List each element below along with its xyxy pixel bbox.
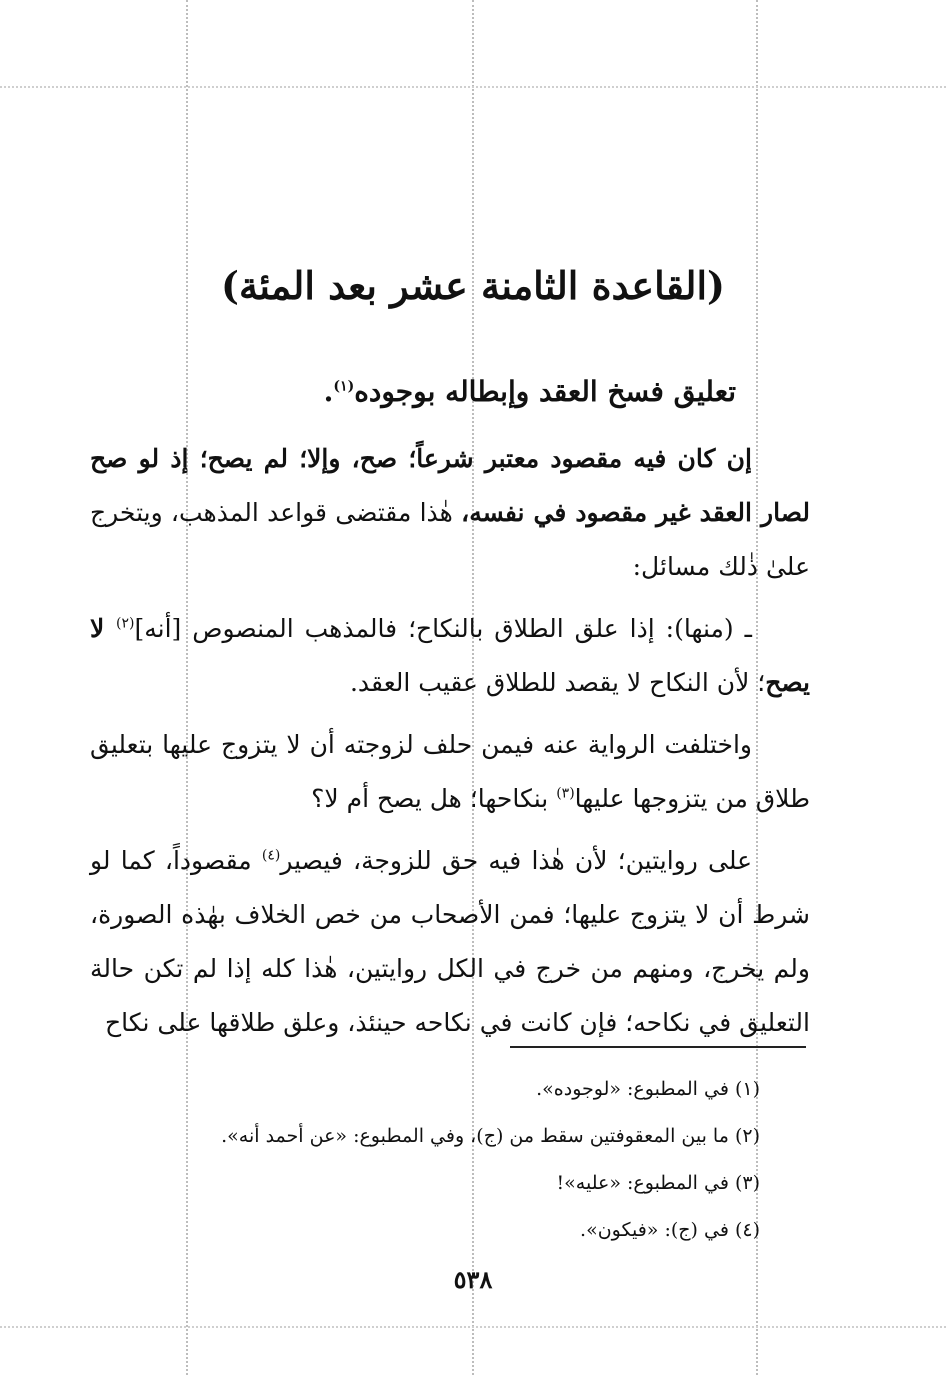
paragraph: [90, 602, 810, 710]
footnote: (٤) في (ج): «فيكون».: [580, 1219, 760, 1241]
scan-dotted-line: [0, 86, 946, 88]
paragraph-text: هٰذا مقتضى قواعد المذهب، ويتخرج علىٰ ذٰلك مسائل:: [90, 498, 810, 581]
paragraph-text: بنكاحها؛ هل يصح أم لا؟: [311, 784, 557, 813]
chapter-title: (القاعدة الثامنة عشر بعد المئة): [220, 263, 726, 308]
scan-dotted-line: [0, 1326, 946, 1328]
bold-text: لا يصح: [90, 614, 810, 697]
footnote: (١) في المطبوع: «لوجوده».: [536, 1078, 760, 1100]
subtitle-text: تعليق فسخ العقد وإبطاله بوجوده: [354, 375, 736, 408]
footnote-ref: (١): [333, 378, 355, 395]
footnote-ref: (٤): [261, 847, 281, 864]
footnote: (٢) ما بين المعقوفتين سقط من (ج)، وفي المطبوع: «عن أحمد أنه».: [221, 1125, 760, 1147]
footnote-ref: (٢): [116, 615, 135, 632]
bold-text: إن كان فيه مقصود معتبر شرعاً؛ صح، وإلا؛ لم يصح؛ إذ لو صح لصار العقد غير مقصود في نفسه،: [90, 444, 810, 527]
paragraph-text: ؛ لأن النكاح لا يقصد للطلاق عقيب العقد.: [349, 668, 766, 697]
body-text: [90, 432, 810, 1058]
paragraph: [90, 834, 810, 1050]
paragraph-text: على روايتين؛ لأن هٰذا فيه حق للزوجة، فيصير: [280, 846, 753, 875]
footnote-separator: [510, 1046, 806, 1048]
paragraph-text: واختلفت الرواية عنه فيمن حلف لزوجته أن لا يتزوج عليها بتعليق طلاق من يتزوجها عليها: [90, 730, 810, 813]
rule-subtitle: تعليق فسخ العقد وإبطاله بوجوده$^{(١)}$.: [323, 375, 736, 408]
footnote-ref: (٣): [556, 785, 575, 802]
footnote: (٣) في المطبوع: «عليه»!: [556, 1172, 760, 1194]
paragraph-text: ـ (منها): إذا علق الطلاق بالنكاح؛ فالمذهب المنصوص [أنه]: [134, 614, 752, 643]
paragraph-text: مقصوداً، كما لو شرط أن لا يتزوج عليها؛ فمن الأصحاب من خص الخلاف بهٰذه الصورة، ولم يخرج، ومنهم من خرج في الكل روايتين، هٰذا كله إذا لم تكن حالة التعليق في نكاحه؛ فإن كانت في نكاحه حينئذ، وعلق طلاقها على نكاح: [90, 846, 810, 1037]
page-number: ٥٣٨: [453, 1265, 493, 1294]
paragraph: [90, 718, 810, 826]
paragraph: [90, 432, 810, 594]
footnotes: [120, 1066, 760, 1254]
